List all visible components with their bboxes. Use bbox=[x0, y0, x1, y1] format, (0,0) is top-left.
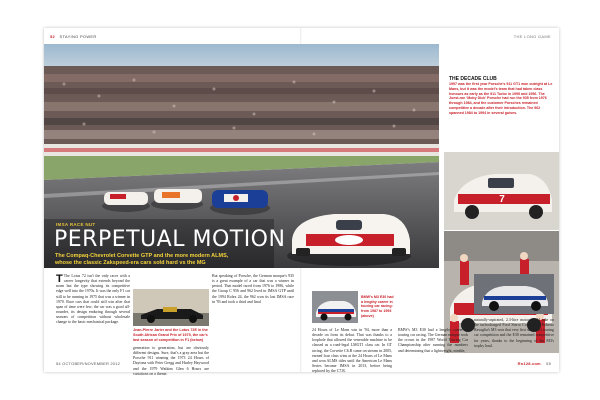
sidebar-body: 1997 was the first year Porsche's 911 GT1 won outright at Le Mans, but it was the model's team that had taken class honours as early as the 911 Turbo in 1995 and 1996. The Joest-run 'Moby Dick' Porsche had run the 935 from 1976 through 1984, and the customer Porsches remained competitive a decade after their introduction. The 962 spanned 1984 to 1994 in several guises. bbox=[449, 82, 553, 115]
lotus-72-photo bbox=[133, 289, 209, 326]
stock-car-photo bbox=[444, 152, 559, 230]
header-page-number: 52 bbox=[50, 34, 56, 39]
body-column-4: 24 Hours of Le Mans win in '94, more than a decade on from its debut. That was thanks to a loophole that allowed the venerable machine to be classed as a road-legal LMGT1 class car. In GT racing, the Corvette C6.R came on stream in 2005, earned four class wins at the 24 Hours of Le Mans and won ALMS titles until the American Le Mans Series became IMSA in 2013, before being replaced by the C7.R. bbox=[312, 328, 392, 374]
drop-cap: T bbox=[56, 273, 63, 285]
body-column-3: But speaking of Porsche, the German marque's 935 is a great example of a car that was a winner in period. That model raced from 1976 to 1986, while the Group C 956 and 962 lived in IMSA GTP until the 1994 Rolex 24, the 962 won its last IMSA race in '93 and took a third and final bbox=[212, 274, 294, 304]
hero-kicker: IMSA RACE NUT bbox=[56, 222, 96, 227]
footer-page-number: 55 bbox=[546, 361, 551, 366]
magazine-spread bbox=[44, 28, 559, 376]
running-header-right: THE LONG GAME bbox=[513, 34, 551, 39]
caption-left: Jean-Pierre Jarier and the Lotus 72E in the South African Grand Prix of 1975, the car's last season of competition in F1 (below) bbox=[133, 328, 208, 342]
race-car-far-1 bbox=[102, 192, 150, 212]
body-column-6: naturally-aspirated, 2.3-litre motor could take on the turbocharged Ford Sierra Cosworths. Roberto Ravaglia's M3 won that very first season of touring car competition and the E30 remained competitive for years, thanks to the beginning of the M3's trophy haul. bbox=[474, 318, 554, 348]
sidebar-title: THE DECADE CLUB bbox=[449, 76, 497, 82]
caption-mid: BMW's M3 E30 had a lengthy career in touring car racing: from 1987 to 1993 (above) bbox=[361, 295, 394, 318]
header-section-left: STAYING POWER bbox=[59, 34, 97, 39]
svg-text:7: 7 bbox=[499, 194, 505, 205]
body-column-5: BMW's M3 E30 had a lengthy career in touring car racing. The German marque took the crown in the 1987 World Touring Car Championship after running the numbers and determining that a lightweight, nimble, bbox=[398, 328, 468, 353]
race-car-far-2 bbox=[151, 189, 203, 210]
article-standfirst: The Compaq-Chevrolet Corvette GTP and the more modern ALMS, whose the classic Zakspeed-era cars sold hard vs the MG bbox=[55, 253, 229, 266]
body-column-1 bbox=[56, 274, 130, 326]
dtm-car-photo bbox=[474, 274, 554, 314]
footer-left: 54 OCTOBER/NOVEMBER 2012 bbox=[56, 361, 121, 366]
article-headline: PERPETUAL MOTION bbox=[54, 227, 286, 252]
hero-photo bbox=[44, 44, 439, 268]
running-header-left bbox=[50, 34, 97, 39]
race-car-hero bbox=[287, 214, 411, 266]
body-column-2: generation to generation, but are obviously different designs. Sure, that's a gray area but the Porsche 911 winning the 1973 24 Hours of Daytona with Peter Gregg and Hurley Haywood and the 1979 Watkins Glen 6 Hours are variations on a theme. bbox=[133, 346, 209, 376]
race-car-blue bbox=[210, 190, 270, 215]
bmw-m3-photo bbox=[312, 291, 358, 323]
footer-right bbox=[518, 361, 551, 366]
body-text-col1: The Lotus 72 isn't the only racer with a career longevity that extends beyond the norm but the type showing its competitive edge well into the 1970s. It was the only F1 car still to be running in 1975 that was a winner in 1970. Race cars that could still win after that span of time were few; the car was a good all-rounder, its design enduring through several seasons of competition without wholesale change to the basic mechanical package. bbox=[56, 274, 130, 325]
footer-brand: Rn128.com bbox=[517, 361, 541, 366]
